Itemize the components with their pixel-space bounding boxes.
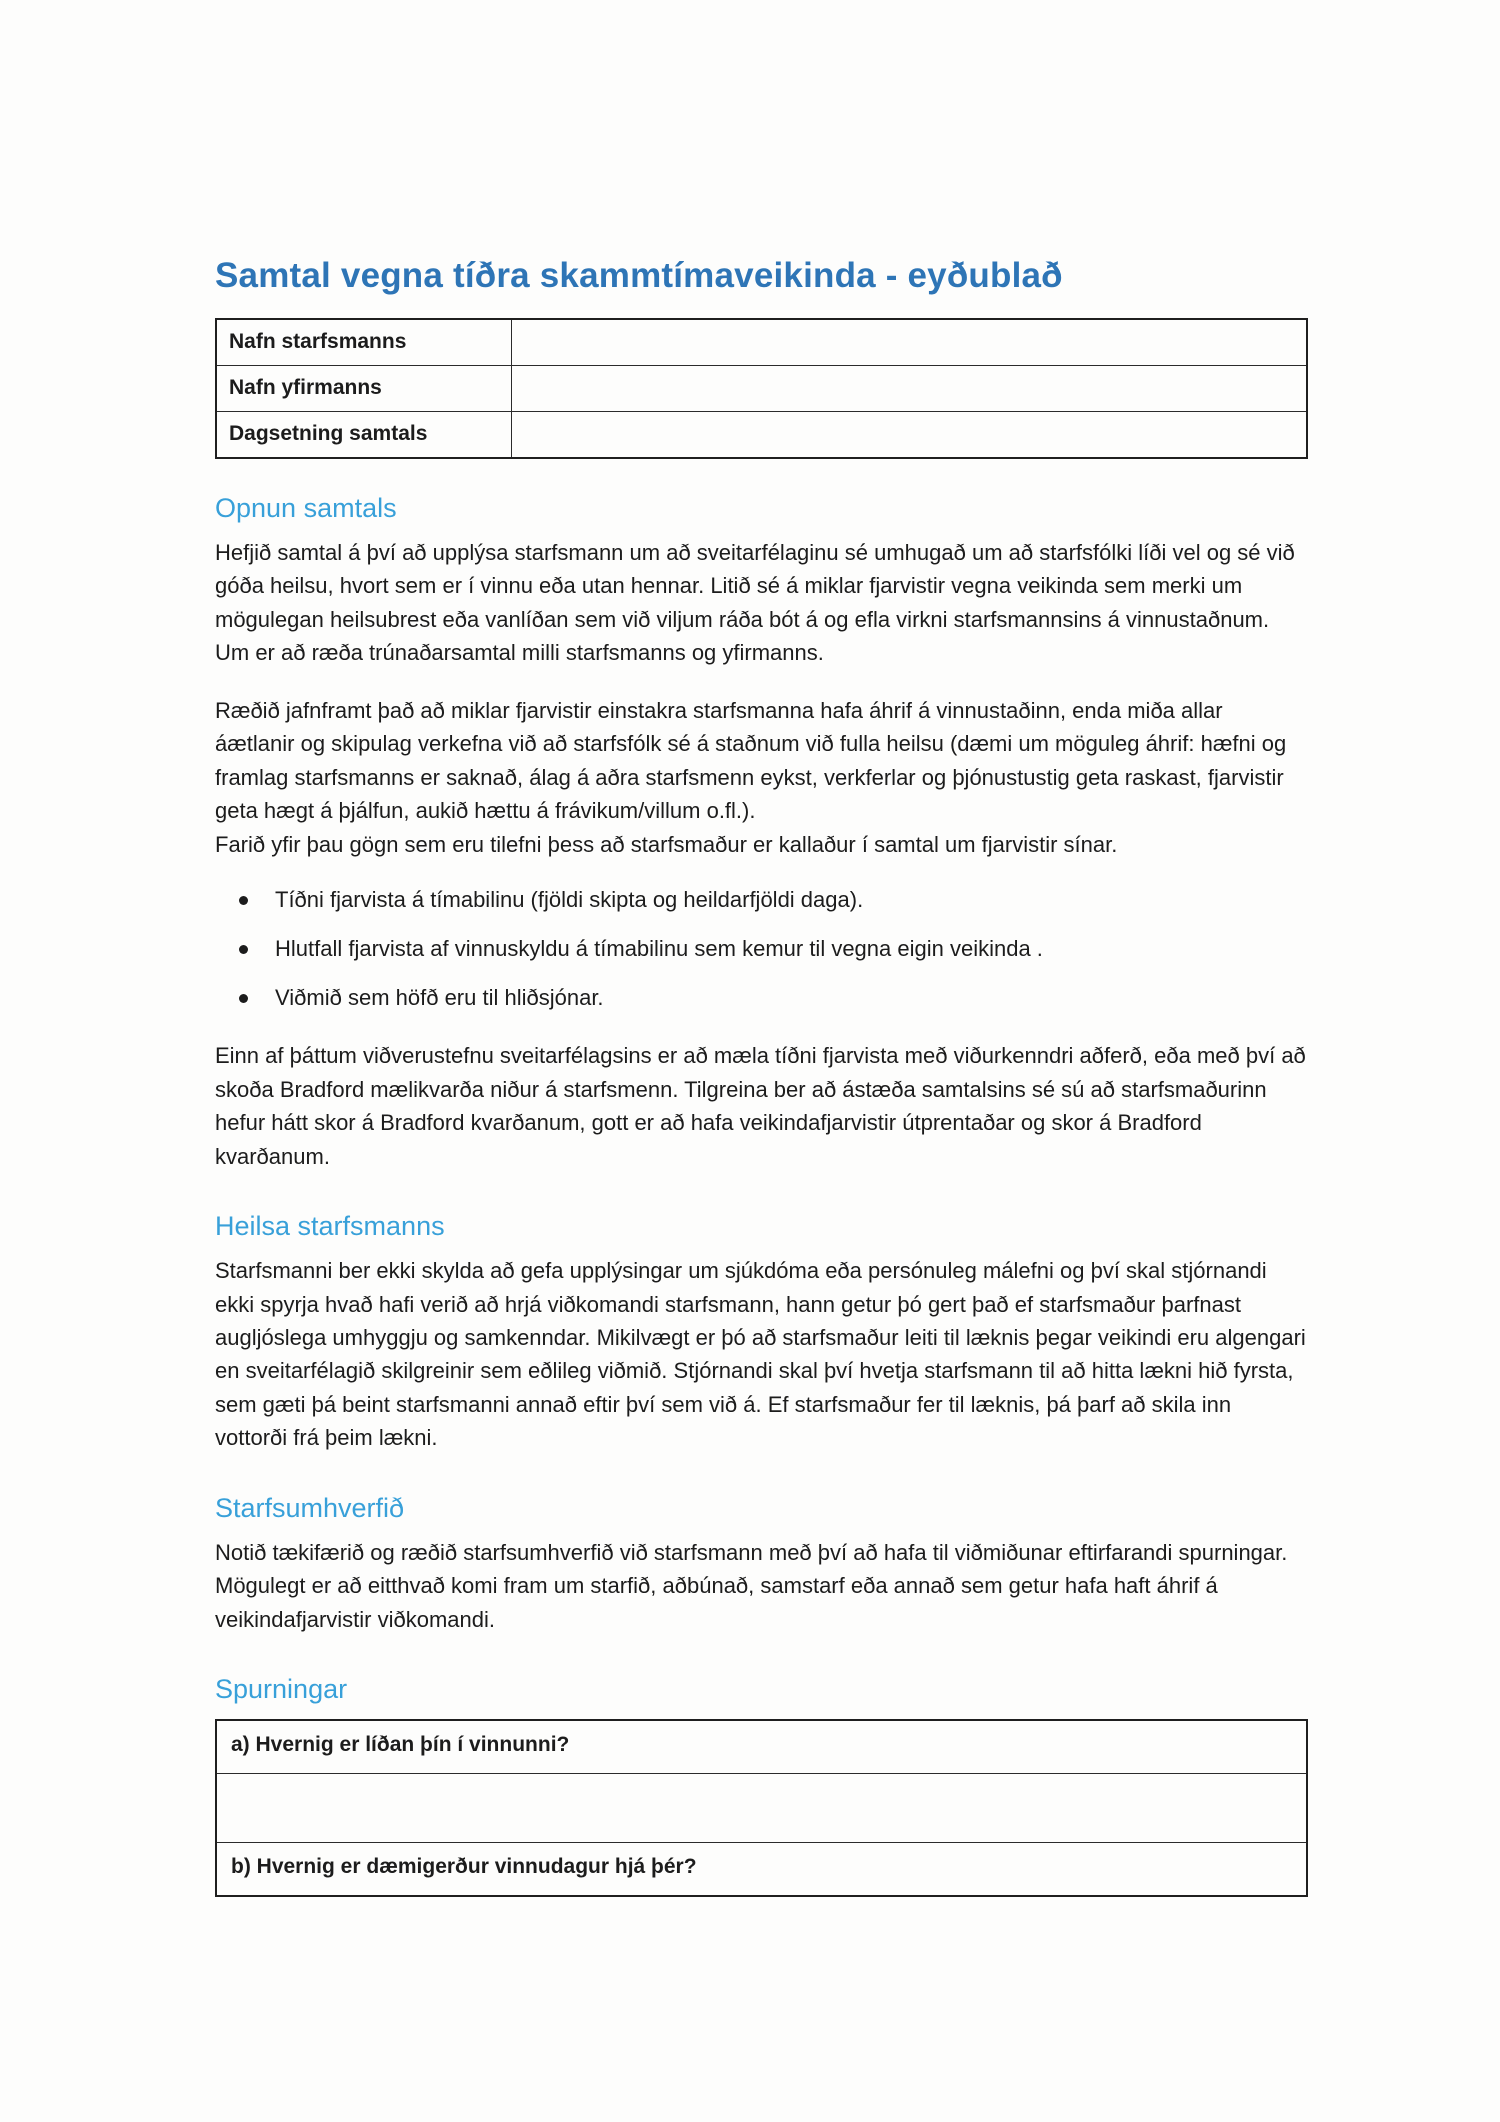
table-row xyxy=(216,1843,1307,1897)
info-label-manager-name: Nafn yfirmanns xyxy=(216,366,512,412)
opening-paragraph-2: Ræðið jafnframt það að miklar fjarvistir einstakra starfsmanna hafa áhrif á vinnustaðinn, enda miða allar áætlanir og skipulag verkefna við að starfsfólk sé á staðnum við fulla heilsu (dæmi um möguleg áhrif: hæfni og framlag starfsmanns er saknað, álag á aðra starfsmenn eykst, verkferlar og þjónustustig geta raskast, fjarvistir geta hægt á þjálfun, aukið hættu á frávikum/villum o.fl.). xyxy=(215,697,1287,824)
section-heading-health: Heilsa starfsmanns xyxy=(215,1211,445,1242)
table-row xyxy=(216,319,1307,366)
info-label-employee-name: Nafn starfsmanns xyxy=(216,319,512,366)
list-item: Hlutfall fjarvista af vinnuskyldu á tímabilinu sem kemur til vegna eigin veikinda . xyxy=(261,934,1308,965)
table-row xyxy=(216,1774,1307,1843)
info-field-manager-name xyxy=(512,366,1308,412)
section-heading-questions: Spurningar xyxy=(215,1674,348,1705)
environment-paragraph: Notið tækifærið og ræðið starfsumhverfið við starfsmann með því að hafa til viðmiðunar eftirfarandi spurningar. Mögulegt er að eitthvað komi fram um starfið, aðbúnað, samstarf eða annað sem getur hafa haft áhrif á veikindafjarvistir viðkomandi. xyxy=(215,1539,1288,1632)
table-row xyxy=(216,412,1307,459)
table-row xyxy=(216,366,1307,412)
table-row xyxy=(216,1720,1307,1774)
document-title: Samtal vegna tíðra skammtímaveikinda - eyðublað xyxy=(215,256,1063,295)
question-a-answer-field xyxy=(216,1774,1307,1843)
employee-info-table xyxy=(215,318,1308,459)
info-field-conversation-date xyxy=(512,412,1308,459)
list-item: Viðmið sem höfð eru til hliðsjónar. xyxy=(261,983,1308,1014)
info-label-conversation-date: Dagsetning samtals xyxy=(216,412,512,459)
section-heading-environment: Starfsumhverfið xyxy=(215,1492,405,1523)
list-item: Tíðni fjarvista á tímabilinu (fjöldi skipta og heildarfjöldi daga). xyxy=(261,885,1308,916)
opening-paragraph-2b: Farið yfir þau gögn sem eru tilefni þess að starfsmaður er kallaður í samtal um fjarvistir sínar. xyxy=(215,831,1118,857)
questions-table xyxy=(215,1719,1308,1897)
opening-paragraph-3: Einn af þáttum viðverustefnu sveitarfélagsins er að mæla tíðni fjarvista með viðurkenndri aðferð, eða með því að skoða Bradford mælikvarða niður á starfsmenn. Tilgreina ber að ástæða samtalsins sé sú að starfsmaðurinn hefur hátt skor á Bradford kvarðanum, gott er að hafa veikindafjarvistir útprentaðar og skor á Bradford kvarðanum. xyxy=(215,1043,1306,1169)
health-paragraph: Starfsmanni ber ekki skylda að gefa upplýsingar um sjúkdóma eða persónuleg málefni og því skal stjórnandi ekki spyrja hvað hafi verið að hrjá viðkomandi starfsmann, hann getur þó gert það ef starfsmaður þarfnast augljóslega umhyggju og samkenndar. Mikilvægt er þó að starfsmaður leiti til læknis þegar veikindi eru algengari en sveitarfélagið skilgreinir sem eðlileg viðmið. Stjórnandi skal því hvetja starfsmann til að hitta lækni hið fyrsta, sem gæti þá beint starfsmanni annað eftir því sem við á. Ef starfsmaður fer til læknis, þá þarf að skila inn vottorði frá þeim lækni. xyxy=(215,1258,1306,1451)
opening-paragraph-1: Hefjið samtal á því að upplýsa starfsmann um að sveitarfélaginu sé umhugað um að starfsfólki líði vel og sé við góða heilsu, hvort sem er í vinnu eða utan hennar. Litið sé á miklar fjarvistir vegna veikinda sem merki um mögulegan heilsubrest eða vanlíðan sem við viljum ráða bót á og efla virkni starfsmannsins á vinnustaðnum. Um er að ræða trúnaðarsamtal milli starfsmanns og yfirmanns. xyxy=(215,540,1295,666)
question-b-label: b) Hvernig er dæmigerður vinnudagur hjá þér? xyxy=(216,1843,1307,1897)
info-field-employee-name xyxy=(512,319,1308,366)
absence-data-bullet-list xyxy=(215,885,1308,1013)
question-a-label: a) Hvernig er líðan þín í vinnunni? xyxy=(216,1720,1307,1774)
section-heading-opening: Opnun samtals xyxy=(215,493,397,523)
